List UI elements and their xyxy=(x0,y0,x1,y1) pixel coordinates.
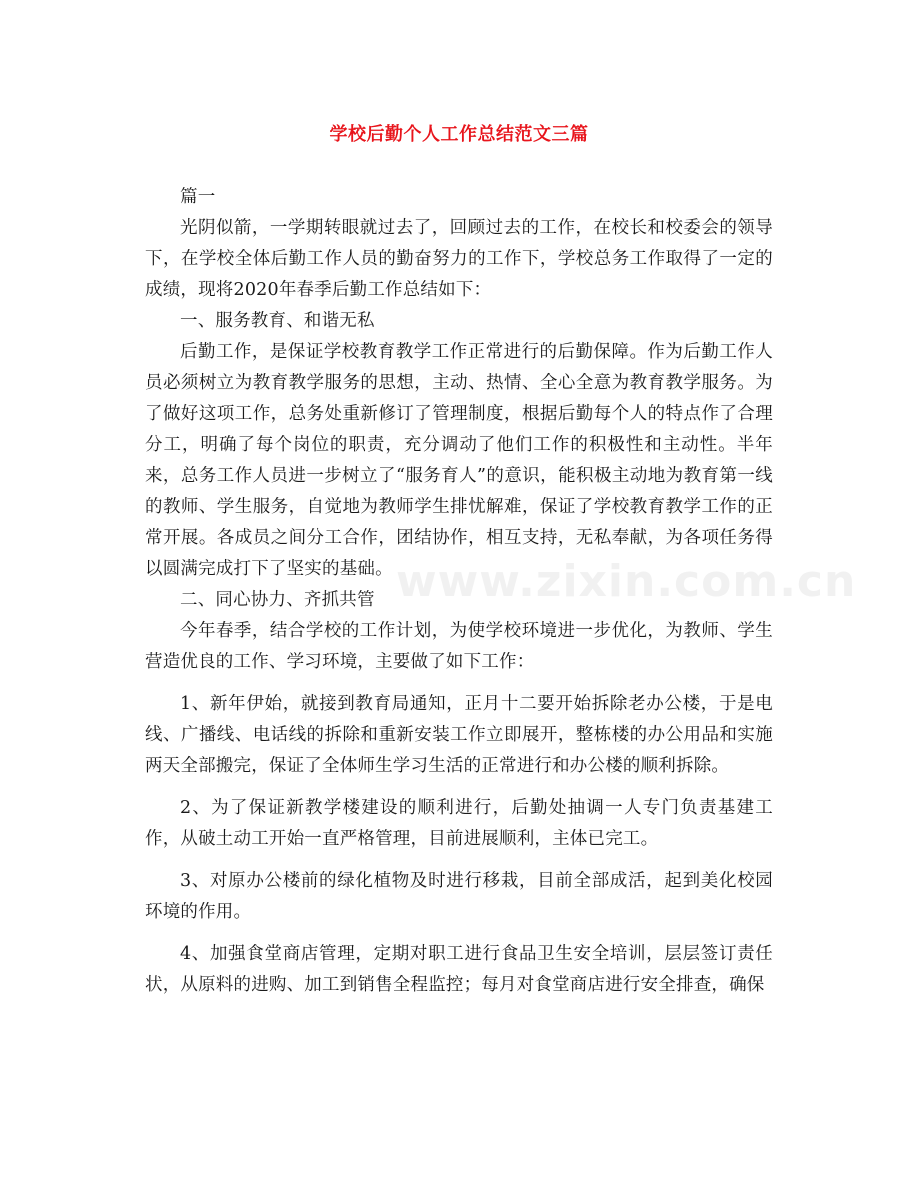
document-title: 学校后勤个人工作总结范文三篇 xyxy=(329,124,589,145)
list-item-3: 3、对原办公楼前的绿化植物及时进行移栽，目前全部成活，起到美化校园环境的作用。 xyxy=(145,871,773,922)
list-item-2: 2、为了保证新教学楼建设的顺利进行，后勤处抽调一人专门负责基建工作，从破土动工开始一直严格管理，目前进展顺利，主体已完工。 xyxy=(145,798,773,849)
paragraph-section-label: 篇一 xyxy=(180,187,216,207)
paragraph-intro: 光阴似箭，一学期转眼就过去了，回顾过去的工作，在校长和校委会的领导下，在学校全体后勤工作人员的勤奋努力的工作下，学校总务工作取得了一定的成绩，现将2020年春季后勤工作总结如下： xyxy=(145,218,773,300)
watermark: www.zixin.com.cn xyxy=(396,556,857,607)
paragraph-service: 后勤工作，是保证学校教育教学工作正常进行的后勤保障。作为后勤工作人员必须树立为教育教学服务的思想，主动、热情、全心全意为教育教学服务。为了做好这项工作，总务处重新修订了管理制度，根据后勤每个人的特点作了合理分工，明确了每个岗位的职责，充分调动了他们工作的积极性和主动性。半年来，总务工作人员进一步树立了“服务育人”的意识，能积极主动地为教育第一线的教师、学生服务，自觉地为教师学生排忧解难，保证了学校教育教学工作的正常开展。各成员之间分工合作，团结协作，相互支持，无私奉献，为各项任务得以圆满完成打下了坚实的基础。 xyxy=(145,342,773,579)
list-item-1: 1、新年伊始，就接到教育局通知，正月十二要开始拆除老办公楼，于是电线、广播线、电话线的拆除和重新安装工作立即展开，整栋楼的办公用品和实施两天全部搬完，保证了全体师生学习生活的正常进行和办公楼的顺利拆除。 xyxy=(145,694,773,776)
document-body xyxy=(145,182,773,1001)
paragraph-spring-plan: 今年春季，结合学校的工作计划，为使学校环境进一步优化，为教师、学生营造优良的工作、学习环境，主要做了如下工作： xyxy=(145,621,773,672)
heading-section-2: 二、同心协力、齐抓共管 xyxy=(180,590,375,610)
list-item-4: 4、加强食堂商店管理，定期对职工进行食品卫生安全培训，层层签订责任状，从原料的进购、加工到销售全程监控；每月对食堂商店进行安全排查，确保 xyxy=(145,944,773,995)
heading-section-1: 一、服务教育、和谐无私 xyxy=(180,311,375,331)
